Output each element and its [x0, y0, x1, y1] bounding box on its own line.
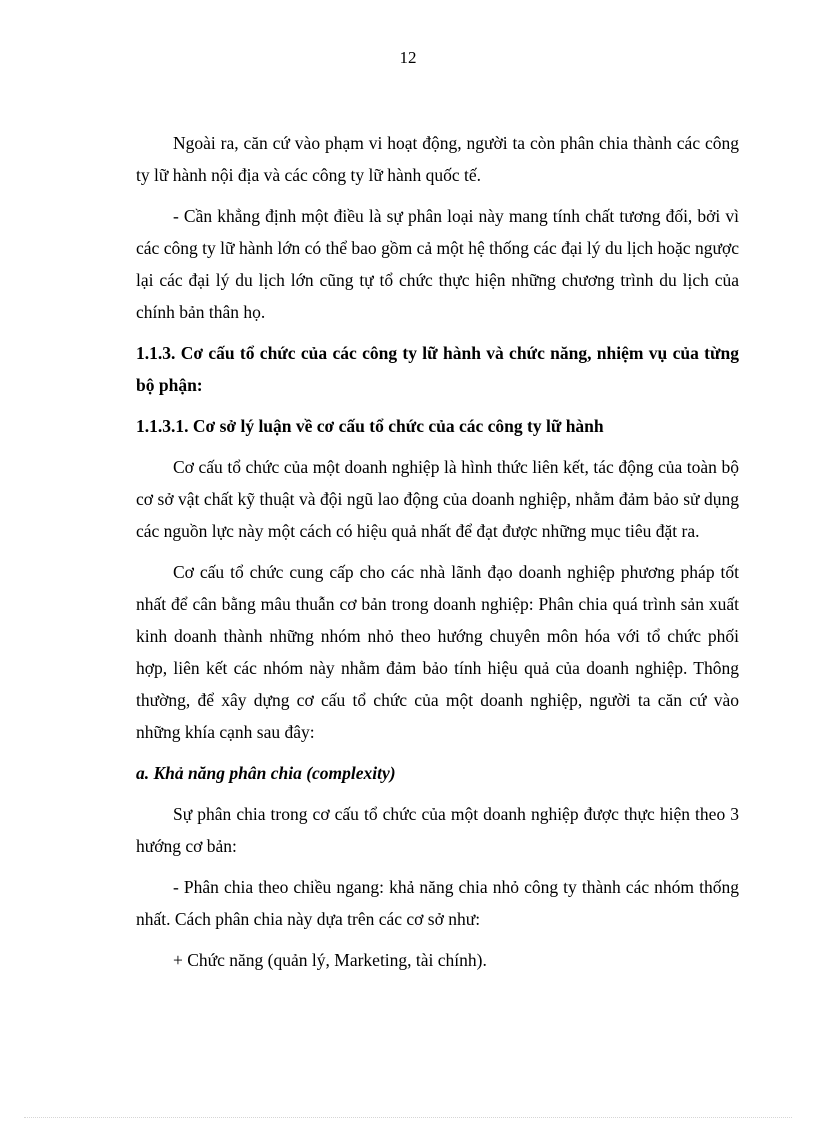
page-body [136, 127, 739, 985]
paragraph-horizontal-division: - Phân chia theo chiều ngang: khả năng chia nhỏ công ty thành các nhóm thống nhất. Cách phân chia này dựa trên các cơ sở như: [136, 877, 739, 929]
section-heading-1-1-3-1: 1.1.3.1. Cơ sở lý luận về cơ cấu tổ chức của các công ty lữ hành [136, 416, 604, 436]
paragraph-classification-note: - Cần khẳng định một điều là sự phân loại này mang tính chất tương đối, bởi vì các công ty lữ hành lớn có thể bao gồm cả một hệ thống các đại lý du lịch hoặc ngược lại các đại lý du lịch lớn cũng tự tổ chức thực hiện những chương trình du lịch của chính bản thân họ. [136, 206, 739, 322]
page-bottom-divider [24, 1117, 792, 1118]
paragraph-intro: Ngoài ra, căn cứ vào phạm vi hoạt động, người ta còn phân chia thành các công ty lữ hành nội địa và các công ty lữ hành quốc tế. [136, 133, 739, 185]
section-heading-1-1-3: 1.1.3. Cơ cấu tổ chức của các công ty lữ hành và chức năng, nhiệm vụ của từng bộ phận: [136, 343, 739, 395]
page-number: 12 [399, 48, 417, 67]
paragraph-structure-definition: Cơ cấu tổ chức của một doanh nghiệp là hình thức liên kết, tác động của toàn bộ cơ sở vật chất kỹ thuật và đội ngũ lao động của doanh nghiệp, nhằm đảm bảo sử dụng các nguồn lực này một cách có hiệu quả nhất để đạt được những mục tiêu đặt ra. [136, 457, 739, 541]
paragraph-division-directions: Sự phân chia trong cơ cấu tổ chức của một doanh nghiệp được thực hiện theo 3 hướng cơ bản: [136, 804, 739, 856]
list-item-functions: + Chức năng (quản lý, Marketing, tài chính). [173, 950, 487, 970]
subsection-heading-complexity: a. Khả năng phân chia (complexity) [136, 763, 396, 783]
paragraph-structure-purpose: Cơ cấu tổ chức cung cấp cho các nhà lãnh đạo doanh nghiệp phương pháp tốt nhất để cân bằng mâu thuẫn cơ bản trong doanh nghiệp: Phân chia quá trình sản xuất kinh doanh thành những nhóm nhỏ theo hướng chuyên môn hóa với tổ chức phối hợp, liên kết các nhóm này nhằm đảm bảo tính hiệu quả của doanh nghiệp. Thông thường, để xây dựng cơ cấu tổ chức của một doanh nghiệp, người ta căn cứ vào những khía cạnh sau đây: [136, 562, 739, 742]
